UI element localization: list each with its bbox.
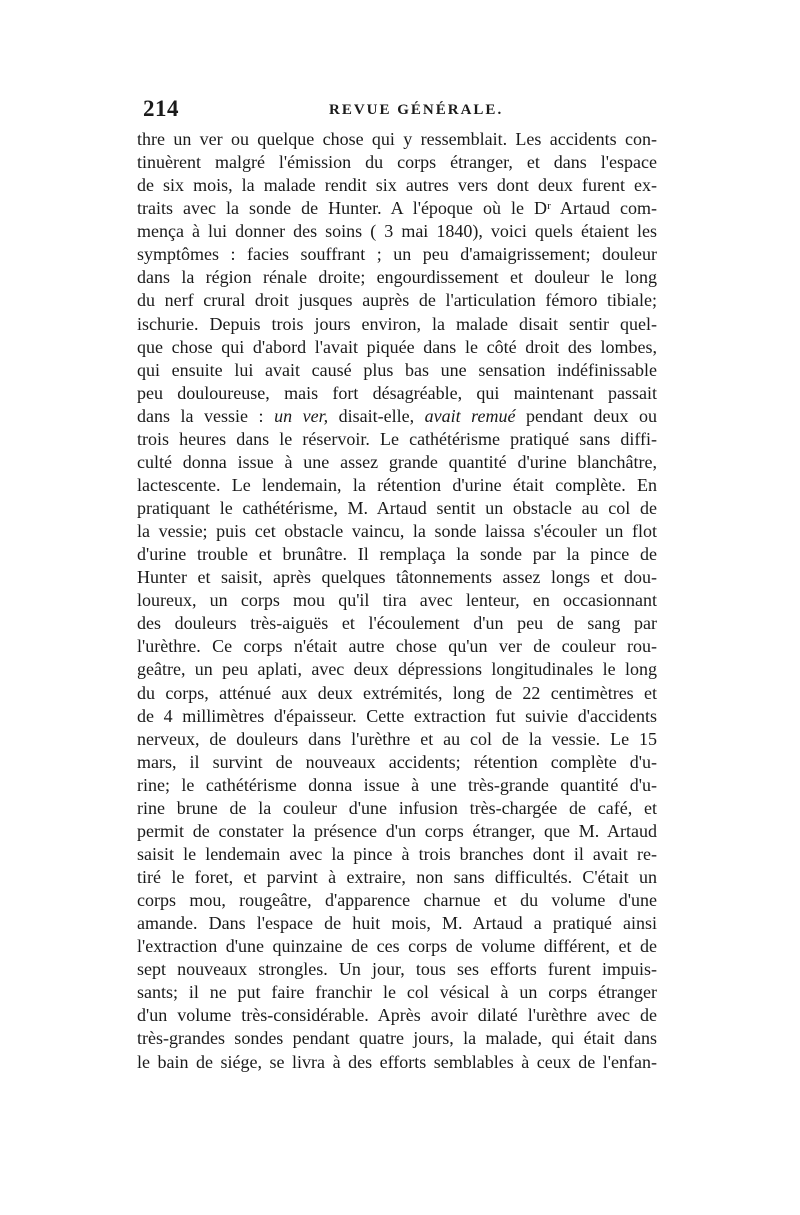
page-header — [143, 96, 659, 126]
text-line: trois heures dans le réservoir. Le cathétérisme pratiqué sans diffi- — [137, 428, 657, 449]
text-line: très-grandes sondes pendant quatre jours, la malade, qui était dans — [137, 1028, 657, 1049]
text-line: peu douloureuse, mais fort désagréable, qui maintenant passait — [137, 382, 657, 403]
text-line: du nerf crural droit jusques auprès de l'articulation fémoro tibiale; — [137, 290, 657, 311]
text-line: que chose qui d'abord l'avait piquée dans le côté droit des lombes, — [137, 336, 657, 357]
text-line: du corps, atténué aux deux extrémités, long de 22 centimètres et — [137, 682, 657, 703]
text-line: sants; il ne put faire franchir le col vésical à un corps étranger — [137, 982, 657, 1003]
text-line: mars, il survint de nouveaux accidents; rétention complète d'u- — [137, 751, 657, 772]
page-number: 214 — [143, 96, 179, 121]
text-line: culté donna issue à une assez grande quantité d'urine blanchâtre, — [137, 451, 657, 472]
text-run: dans la vessie : — [137, 405, 275, 426]
text-line: lactescente. Le lendemain, la rétention d'urine était complète. En — [137, 474, 657, 495]
text-line: des douleurs très-aiguës et l'écoulement d'un peu de sang par — [137, 613, 657, 634]
text-line: dans la région rénale droite; engourdissement et douleur le long — [137, 267, 657, 288]
text-line: d'urine trouble et brunâtre. Il remplaça la sonde par la pince de — [137, 544, 657, 565]
text-line: qui ensuite lui avait causé plus bas une sensation indéfinissable — [137, 359, 657, 380]
text-line: pratiquant le cathétérisme, M. Artaud sentit un obstacle au col de — [137, 498, 657, 518]
text-line: la vessie; puis cet obstacle vaincu, la sonde laissa s'écouler un flot — [137, 521, 657, 542]
text-line: geâtre, un peu aplati, avec deux dépressions longitudinales le long — [137, 659, 657, 680]
text-line: de 4 millimètres d'épaisseur. Cette extraction fut suivie d'accidents — [137, 705, 657, 726]
italic-run: avait remué — [424, 405, 516, 426]
text-line: sept nouveaux strongles. Un jour, tous ses efforts furent impuis- — [137, 959, 657, 980]
italic-run: un ver, — [274, 405, 329, 426]
body-text — [137, 128, 657, 1074]
text-line: symptômes : facies souffrant ; un peu d'amaigrissement; douleur — [137, 244, 657, 265]
text-line: rine brune de la couleur d'une infusion très-chargée de café, et — [137, 797, 657, 818]
text-line: rine; le cathétérisme donna issue à une très-grande quantité d'u- — [137, 774, 657, 795]
text-line-with-italics — [137, 405, 657, 428]
running-head: REVUE GÉNÉRALE. — [329, 102, 504, 118]
text-line: le bain de siége, se livra à des efforts semblables à ceux de l'enfan- — [137, 1051, 657, 1072]
text-line: tiré le foret, et parvint à extraire, non sans difficultés. C'était un — [137, 867, 657, 887]
text-line: permit de constater la présence d'un corps étranger, que M. Artaud — [137, 820, 657, 841]
text-run: disait-elle, — [328, 405, 425, 426]
text-line: loureux, un corps mou qu'il tira avec lenteur, en occasionnant — [137, 590, 657, 611]
text-line: saisit le lendemain avec la pince à trois branches dont il avait re- — [137, 843, 657, 864]
text-line: corps mou, rougeâtre, d'apparence charnue et du volume d'une — [137, 890, 657, 911]
text-line: nerveux, de douleurs dans l'urèthre et au col de la vessie. Le 15 — [137, 728, 657, 749]
text-line: ischurie. Depuis trois jours environ, la malade disait sentir quel- — [137, 313, 657, 334]
text-line: tinuèrent malgré l'émission du corps étranger, et dans l'espace — [137, 152, 657, 173]
text-line: Hunter et saisit, après quelques tâtonnements assez longs et dou- — [137, 567, 657, 588]
text-line: de six mois, la malade rendit six autres vers dont deux furent ex- — [137, 175, 657, 196]
text-line: d'un volume très-considérable. Après avoir dilaté l'urèthre avec de — [137, 1005, 657, 1026]
text-line: amande. Dans l'espace de huit mois, M. Artaud a pratiqué ainsi — [137, 913, 657, 934]
text-line: l'urèthre. Ce corps n'était autre chose qu'un ver de couleur rou- — [137, 636, 657, 657]
text-line: traits avec la sonde de Hunter. A l'époque où le Dʳ Artaud com- — [137, 198, 657, 219]
text-line: mença à lui donner des soins ( 3 mai 1840), voici quels étaient les — [137, 221, 657, 242]
text-line: thre un ver ou quelque chose qui y ressemblait. Les accidents con- — [137, 129, 657, 149]
text-line: l'extraction d'une quinzaine de ces corps de volume différent, et de — [137, 936, 657, 957]
text-run: pendant deux ou — [515, 405, 657, 426]
